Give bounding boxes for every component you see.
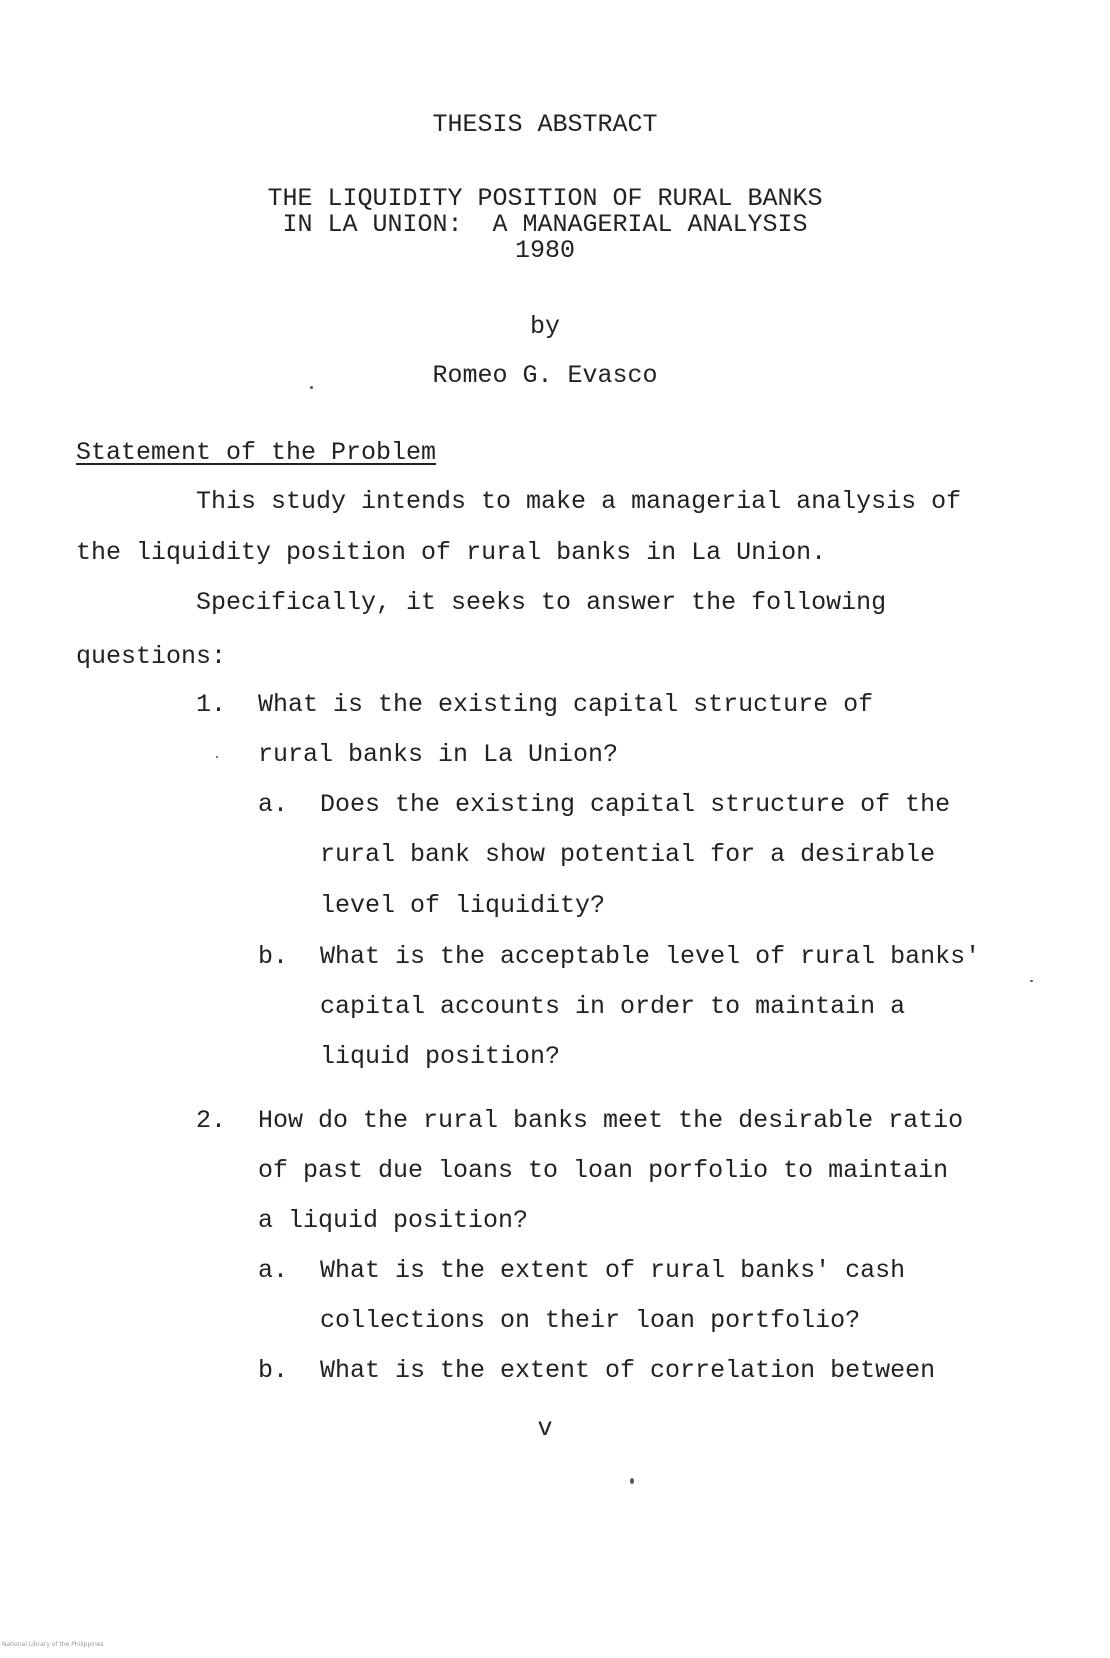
paragraph-1-line-2: the liquidity position of rural banks in La Union. <box>76 538 827 567</box>
title-line-2: IN LA UNION: A MANAGERIAL ANALYSIS <box>282 210 808 239</box>
sub-question-line: What is the extent of correlation between <box>320 1356 936 1385</box>
by-label: by <box>529 312 560 341</box>
page-number: v <box>537 1414 553 1443</box>
question-number: 2. <box>196 1106 227 1135</box>
author-name: Romeo G. Evasco <box>432 361 658 390</box>
sub-question-line: Does the existing capital structure of the <box>320 790 951 819</box>
question-line: a liquid position? <box>258 1206 529 1235</box>
sub-question-line: rural bank show potential for a desirable <box>320 840 936 869</box>
section-heading: Statement of the Problem <box>76 438 437 467</box>
paragraph-1-line-1: This study intends to make a managerial analysis of <box>196 487 962 516</box>
sub-question-line: capital accounts in order to maintain a <box>320 992 906 1021</box>
year: 1980 <box>514 236 575 265</box>
question-number: 1. <box>196 690 227 719</box>
scan-speck <box>216 756 218 758</box>
question-line: rural banks in La Union? <box>258 740 619 769</box>
sub-question-letter: b. <box>258 942 289 971</box>
scan-speck <box>310 386 313 389</box>
sub-question-letter: a. <box>258 790 289 819</box>
scan-speck <box>630 1478 634 1484</box>
footer-watermark: National Library of the Philippines <box>2 1641 104 1648</box>
sub-question-line: collections on their loan portfolio? <box>320 1306 861 1335</box>
sub-question-letter: a. <box>258 1256 289 1285</box>
sub-question-line: What is the acceptable level of rural banks' <box>320 942 981 971</box>
question-line: How do the rural banks meet the desirable ratio <box>258 1106 964 1135</box>
sub-question-letter: b. <box>258 1356 289 1385</box>
paragraph-2-line-2: questions: <box>76 642 227 671</box>
question-line: of past due loans to loan porfolio to maintain <box>258 1156 949 1185</box>
question-line: What is the existing capital structure of <box>258 690 874 719</box>
scan-speck <box>1030 980 1033 982</box>
sub-question-line: What is the extent of rural banks' cash <box>320 1256 906 1285</box>
title-line-1: THE LIQUIDITY POSITION OF RURAL BANKS <box>267 184 823 213</box>
abstract-label: THESIS ABSTRACT <box>432 110 658 139</box>
paragraph-2-line-1: Specifically, it seeks to answer the following <box>196 588 887 617</box>
sub-question-line: liquid position? <box>320 1042 561 1071</box>
sub-question-line: level of liquidity? <box>320 891 606 920</box>
